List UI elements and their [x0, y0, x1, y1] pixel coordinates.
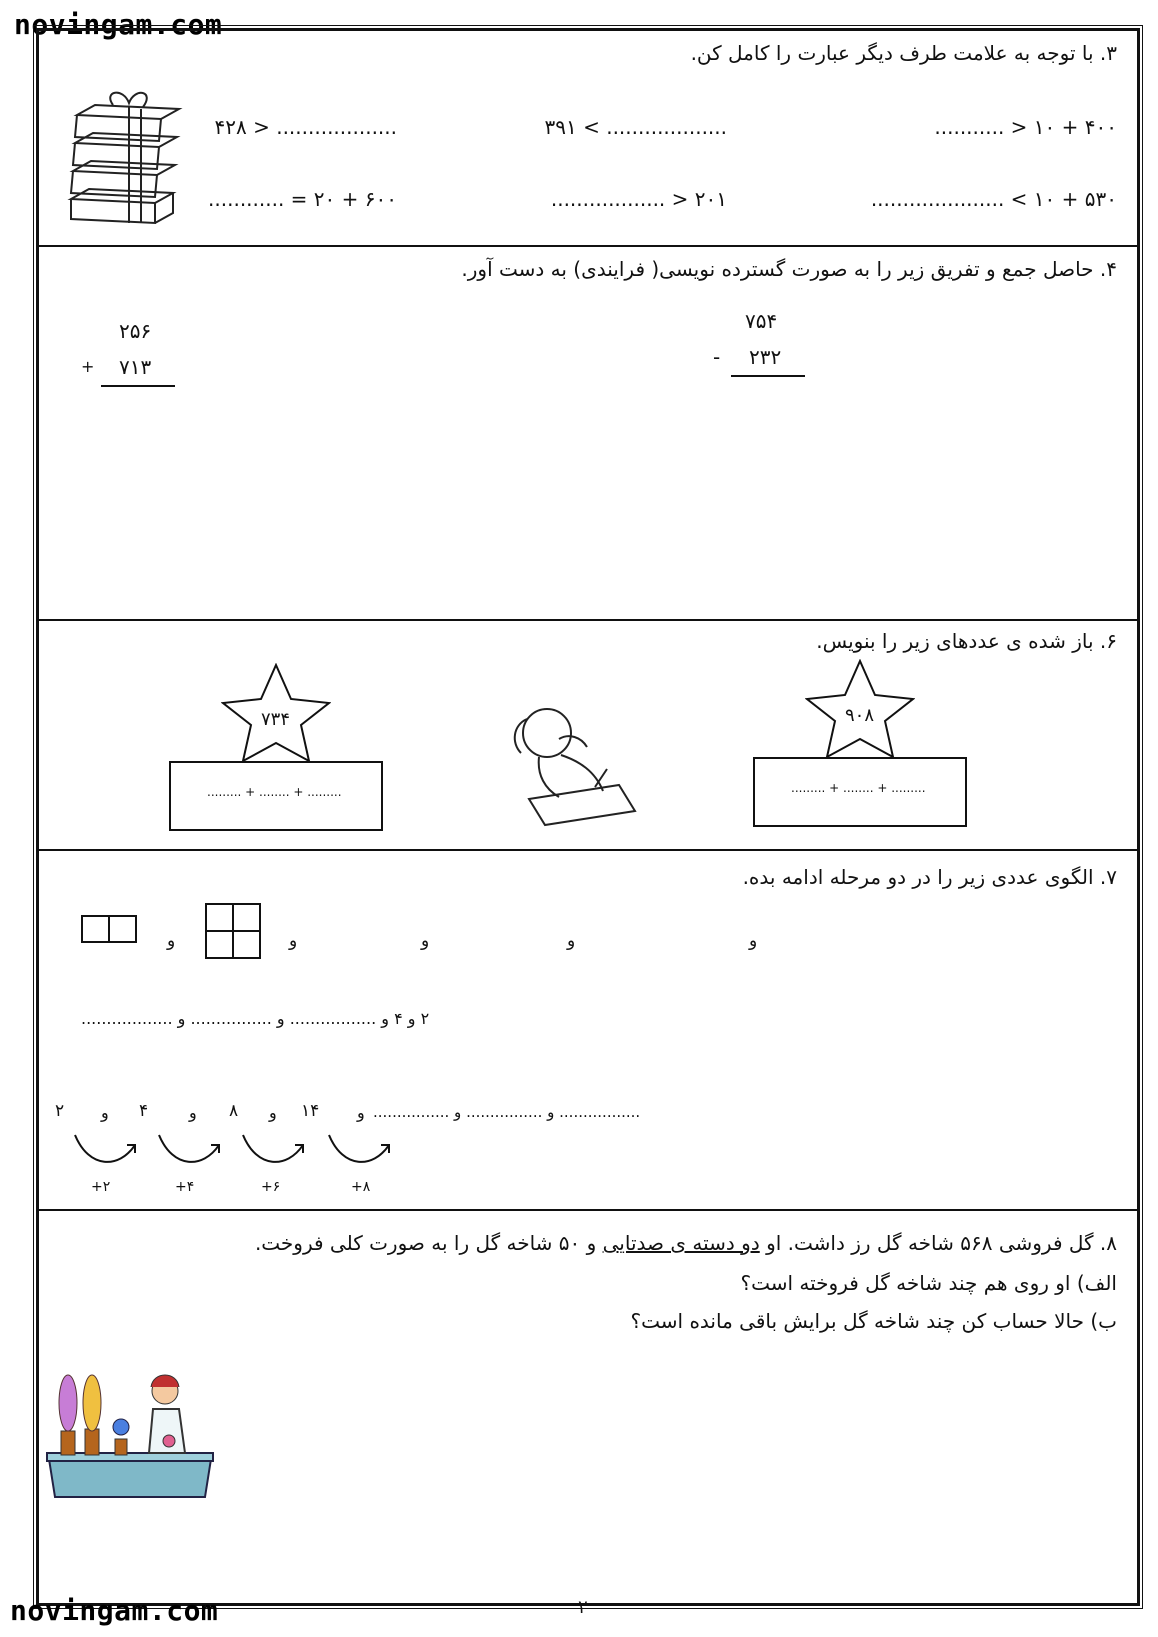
addition-line — [101, 385, 175, 387]
sequence-2-num-1: ۲ — [55, 1101, 65, 1121]
sequence-2-and-4: و — [357, 1103, 365, 1122]
q3-row1-col2: ................... > ۳۹۱ — [544, 115, 727, 139]
watermark-bottom: novingam.com — [10, 1594, 219, 1627]
books-illustration — [63, 89, 193, 229]
child-writing-illustration — [499, 699, 639, 829]
question-8-text-b: و ۵۰ شاخه گل را به صورت کلی فروخت. — [254, 1231, 597, 1255]
subtraction-top-number: ۷۵۴ — [745, 309, 778, 333]
step-label-1: +۲ — [91, 1179, 111, 1195]
pattern-square-4 — [205, 903, 261, 959]
q3-row1-col3: ................... < ۴۲۸ — [214, 115, 397, 139]
step-label-4: +۸ — [351, 1179, 371, 1195]
sequence-2-num-3: ۸ — [229, 1101, 239, 1121]
question-8-section — [39, 1209, 1137, 1603]
sequence-2-num-4: ۱۴ — [301, 1101, 320, 1121]
addition-top-number: ۲۵۶ — [119, 319, 152, 343]
pattern-square-2 — [81, 915, 137, 943]
worksheet-frame — [36, 28, 1140, 1606]
question-8-part-b: ب) حالا حساب کن چند شاخه گل برایش باقی مانده است؟ — [630, 1309, 1117, 1333]
star-number-2: ۷۳۴ — [261, 709, 291, 730]
question-8-part-a: الف) او روی هم چند شاخه گل فروخته است؟ — [740, 1271, 1117, 1295]
pattern-and-1: و — [749, 931, 758, 951]
step-label-3: +۶ — [261, 1179, 281, 1195]
question-8-title — [255, 1231, 1117, 1255]
sequence-2-and-2: و — [189, 1103, 197, 1122]
sequence-2-and-3: و — [269, 1103, 277, 1122]
page-number: ۲ — [578, 1597, 588, 1618]
answer-blank-2: ......... + ........ + ......... — [207, 785, 342, 799]
star-number-1: ۹۰۸ — [845, 705, 875, 726]
question-4-section — [39, 245, 1137, 621]
pattern-and-5: و — [167, 931, 176, 951]
question-7-section — [39, 849, 1137, 1211]
pattern-and-3: و — [421, 931, 430, 951]
pattern-and-4: و — [289, 931, 298, 951]
sequence-2-and-1: و — [101, 1103, 109, 1122]
step-arrows — [69, 1129, 409, 1179]
question-4-title: ۴. حاصل جمع و تفریق زیر را به صورت گسترده نویسی( فرایندی) به دست آور. — [461, 257, 1117, 281]
question-7-title: ۷. الگوی عددی زیر را در دو مرحله ادامه بده. — [742, 865, 1117, 889]
sequence-2-blanks: ................. و ................ و ................ — [373, 1103, 641, 1121]
addition-operator: + — [81, 357, 95, 376]
q3-row2-col2: ۲۰۱ < .................. — [550, 187, 727, 211]
question-6-section — [39, 619, 1137, 851]
subtraction-bottom-number: ۲۳۲ — [749, 345, 782, 369]
watermark-top: novingam.com — [14, 8, 223, 41]
q3-row2-col1: ۵۳۰ + ۱۰ > ..................... — [870, 187, 1117, 211]
q3-row2-col3: ۶۰۰ + ۲۰ = ............ — [208, 187, 397, 211]
question-3-title: ۳. با توجه به علامت طرف دیگر عبارت را کامل کن. — [690, 41, 1117, 65]
pattern-and-2: و — [567, 931, 576, 951]
question-3-section — [39, 31, 1137, 247]
addition-bottom-number: ۷۱۳ — [119, 355, 152, 379]
step-label-2: +۴ — [175, 1179, 195, 1195]
q3-row1-col1: ۴۰۰ + ۱۰ < ........... — [934, 115, 1117, 139]
florist-illustration — [45, 1373, 215, 1503]
subtraction-line — [731, 375, 805, 377]
question-6-title: ۶. باز شده ی عددهای زیر را بنویس. — [816, 629, 1117, 653]
question-8-text-a: ۸. گل فروشی ۵۶۸ شاخه گل رز داشت. او — [766, 1231, 1117, 1255]
answer-blank-1: ......... + ........ + ......... — [791, 781, 926, 795]
sequence-1: ۲ و ۴ و ................. و ................ و .................. — [81, 1009, 430, 1028]
sequence-2-num-2: ۴ — [139, 1101, 149, 1121]
question-8-underlined: دو دسته ی صدتایی — [602, 1231, 760, 1255]
subtraction-operator: - — [713, 345, 721, 369]
